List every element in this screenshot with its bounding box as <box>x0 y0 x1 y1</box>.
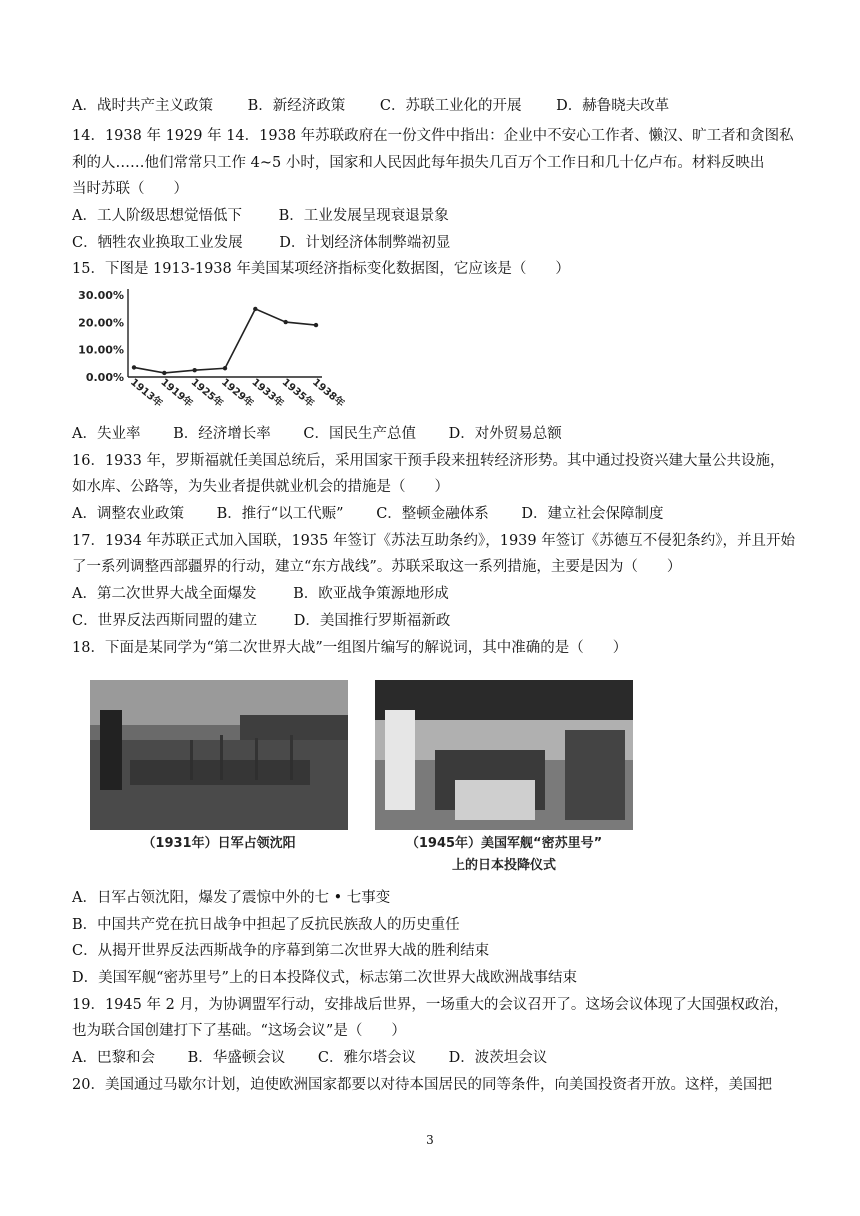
q19-options <box>72 1048 547 1068</box>
q17-option-a: A．第二次世界大战全面爆发 <box>72 586 257 602</box>
data-point <box>314 323 318 327</box>
q14-stem-line-3: 当时苏联（ ） <box>72 181 188 197</box>
q18-option-b: B．中国共产党在抗日战争中担起了反抗民族敌人的历史重任 <box>72 917 460 933</box>
q13-option-b: B．新经济政策 <box>247 98 346 114</box>
q17-options-row-1 <box>72 584 449 604</box>
q14-option-a: A．工人阶级思想觉悟低下 <box>72 208 242 224</box>
q13-option-d: D．赫鲁晓夫改革 <box>556 98 670 114</box>
q14-option-c: C．牺牲农业换取工业发展 <box>72 235 243 251</box>
q14-option-d: D．计划经济体制弊端初显 <box>279 235 451 251</box>
x-tick-label: 1938年 <box>310 376 347 410</box>
data-point <box>192 368 196 372</box>
page-number: 3 <box>426 1133 434 1147</box>
x-tick-label: 1929年 <box>219 376 256 410</box>
q15-option-d: D．对外贸易总额 <box>448 426 562 442</box>
q14-option-b: B．工业发展呈现衰退景象 <box>278 208 449 224</box>
q18-option-a: A．日军占领沈阳，爆发了震惊中外的七 • 七事变 <box>72 890 391 906</box>
q16-stem-line-2: 如水库、公路等，为失业者提供就业机会的措施是（ ） <box>72 479 449 495</box>
q16-stem-line-1: 16．1933 年，罗斯福就任美国总统后，采用国家干预手段来扭转经济形势。其中通过投资兴建大量公共设施， <box>72 453 785 469</box>
q19-option-b: B．华盛顿会议 <box>187 1050 286 1066</box>
q17-stem-line-2: 了一系列调整西部疆界的行动，建立“东方战线”。苏联采取这一系列措施，主要是因为（ ） <box>72 559 682 575</box>
q19-stem-line-1: 19．1945 年 2 月，为协调盟军行动，安排战后世界，一场重大的会议召开了。这场会议体现了大国强权政治， <box>72 997 789 1013</box>
photo-shenyang-caption: （1931年）日军占领沈阳 <box>142 836 296 851</box>
q17-option-d: D．美国推行罗斯福新政 <box>293 613 451 629</box>
q15-option-b: B．经济增长率 <box>173 426 271 442</box>
x-tick-label: 1935年 <box>279 376 316 410</box>
q15-option-c: C．国民生产总值 <box>303 426 416 442</box>
q18-option-d: D．美国军舰“密苏里号”上的日本投降仪式，标志第二次世界大战欧洲战事结束 <box>72 970 577 986</box>
q14-options-row-1 <box>72 206 449 226</box>
y-tick-label: 10.00% <box>78 343 124 357</box>
photo-shenyang-1931 <box>90 680 348 858</box>
q18-stem: 18．下面是某同学为“第二次世界大战”一组图片编写的解说词，其中准确的是（ ） <box>72 640 628 656</box>
q17-options-row-2 <box>72 611 450 631</box>
photo-missouri-image <box>375 680 633 830</box>
q18-option-c: C．从揭开世界反法西斯战争的序幕到第二次世界大战的胜利结束 <box>72 943 490 959</box>
q19-option-c: C．雅尔塔会议 <box>317 1050 416 1066</box>
y-tick-label: 20.00% <box>78 316 124 330</box>
data-point <box>253 307 257 311</box>
q14-options-row-2 <box>72 233 450 253</box>
q16-option-d: D．建立社会保障制度 <box>521 506 664 522</box>
q16-options <box>72 504 664 524</box>
q15-option-a: A．失业率 <box>72 426 141 442</box>
q13-options <box>72 96 669 116</box>
data-point <box>223 366 227 370</box>
photo-missouri-1945 <box>375 680 633 878</box>
data-point <box>162 371 166 375</box>
data-point <box>283 320 287 324</box>
q17-option-b: B．欧亚战争策源地形成 <box>293 586 449 602</box>
photo-missouri-caption-line-2: 上的日本投降仪式 <box>451 858 556 873</box>
q19-stem-line-2: 也为联合国创建打下了基础。“这场会议”是（ ） <box>72 1023 406 1039</box>
q14-stem-line-2: 利的人……他们常常只工作 4~5 小时，国家和人民因此每年损失几百万个工作日和几十亿卢布。材料反映出 <box>72 155 765 171</box>
photo-shenyang-image <box>90 680 348 830</box>
q16-option-a: A．调整农业政策 <box>72 506 184 522</box>
q19-option-d: D．波茨坦会议 <box>448 1050 548 1066</box>
q19-option-a: A．巴黎和会 <box>72 1050 155 1066</box>
x-tick-label: 1919年 <box>158 376 195 410</box>
economic-indicator-line-chart <box>72 283 347 423</box>
q17-stem-line-1: 17．1934 年苏联正式加入国联，1935 年签订《苏法互助条约》，1939 年签订《苏德互不侵犯条约》，并且开始 <box>72 533 795 549</box>
x-tick-label: 1933年 <box>249 376 286 410</box>
q17-option-c: C．世界反法西斯同盟的建立 <box>72 613 258 629</box>
q16-option-c: C．整顿金融体系 <box>376 506 489 522</box>
series-line <box>134 309 316 373</box>
data-point <box>132 365 136 369</box>
photo-missouri-caption-line-1: （1945年）美国军舰“密苏里号” <box>405 836 603 851</box>
y-tick-label: 30.00% <box>78 289 124 302</box>
x-tick-label: 1913年 <box>128 376 165 410</box>
q14-stem-line-1: 14．1938 年 1929 年 14．1938 年苏联政府在一份文件中指出：企业中不安心工作者、懒汉、旷工者和贪图私 <box>72 128 794 144</box>
q15-stem: 15．下图是 1913-1938 年美国某项经济指标变化数据图，它应该是（ ） <box>72 261 570 277</box>
x-tick-label: 1925年 <box>188 376 225 410</box>
y-tick-label: 0.00% <box>85 371 124 384</box>
q13-option-a: A．战时共产主义政策 <box>72 98 213 114</box>
q15-options <box>72 424 562 444</box>
q16-option-b: B．推行“以工代赈” <box>216 506 344 522</box>
q13-option-c: C．苏联工业化的开展 <box>379 98 522 114</box>
q20-stem-line-1: 20．美国通过马歇尔计划，迫使欧洲国家都要以对待本国居民的同等条件，向美国投资者开放。这样，美国把 <box>72 1077 772 1093</box>
